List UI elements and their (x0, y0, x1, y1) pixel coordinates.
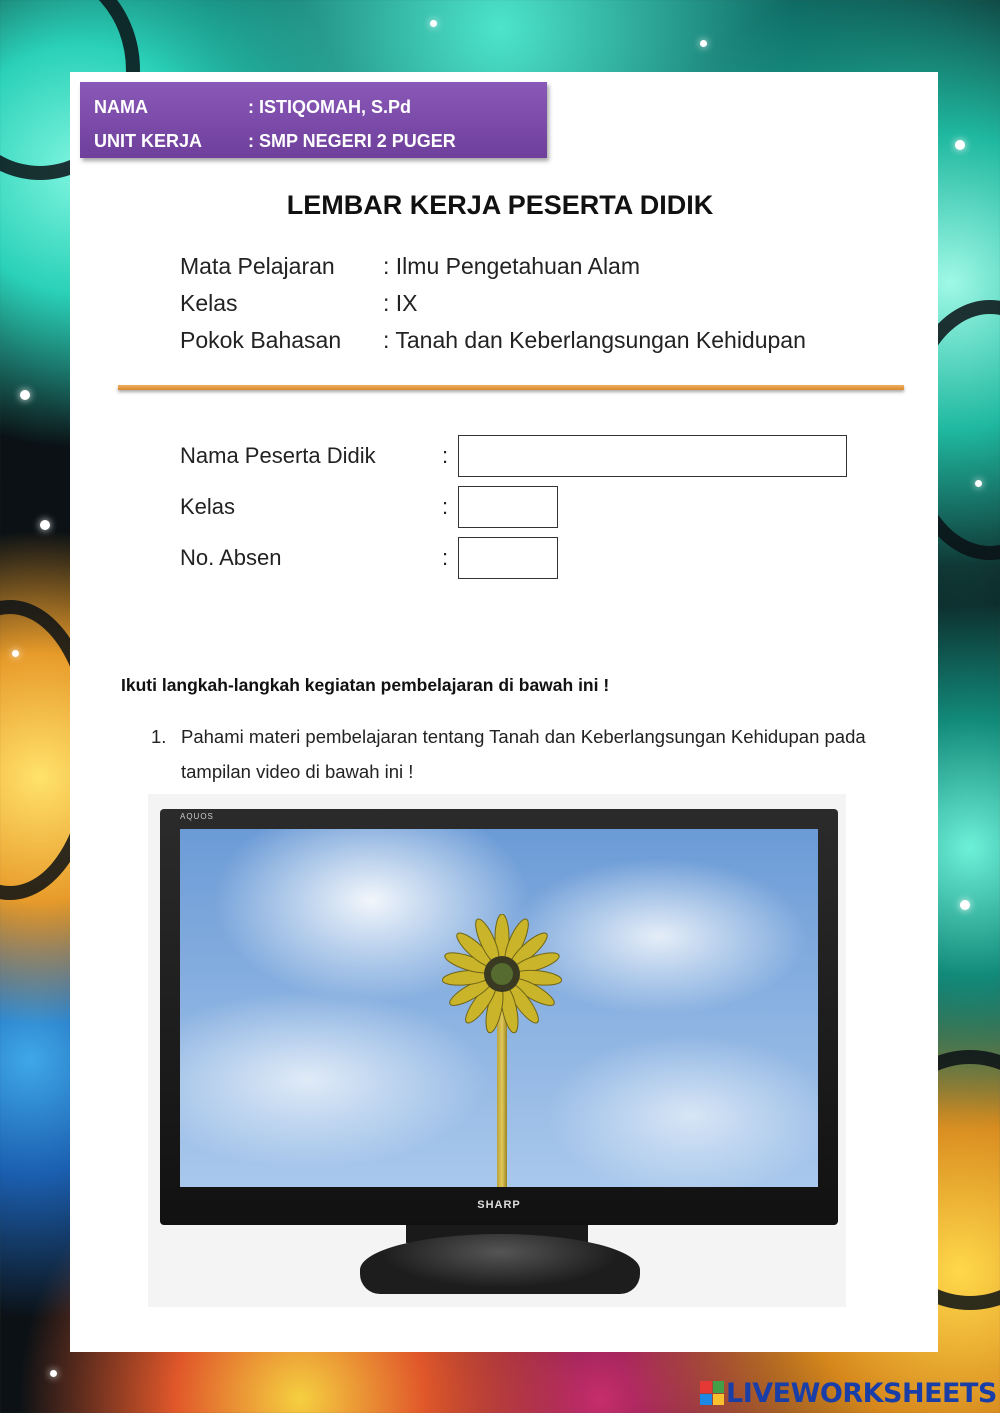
form-row-name (180, 430, 847, 481)
student-form (180, 430, 847, 583)
meta-class-key: Kelas (180, 290, 238, 316)
meta-row-class (180, 285, 806, 322)
student-class-input[interactable] (458, 486, 558, 528)
form-colon: : (442, 442, 449, 468)
liveworksheets-logo-icon (700, 1381, 724, 1405)
meta-class-value: : IX (383, 290, 418, 316)
page-title: LEMBAR KERJA PESERTA DIDIK (286, 190, 714, 220)
watermark-text: LIVEWORKSHEETS (726, 1377, 997, 1409)
tv-stand (360, 1234, 640, 1294)
step-text: Pahami materi pembelajaran tentang Tanah dan Keberlangsungan Kehidupan pada tampilan video di bawah ini ! (181, 726, 866, 782)
flower-image (442, 914, 562, 1034)
step-number: 1. (151, 726, 167, 747)
student-absen-label: No. Absen (180, 544, 282, 570)
step-item (151, 719, 891, 789)
meta-row-topic (180, 322, 806, 359)
meta-subject-value: : Ilmu Pengetahuan Alam (383, 253, 640, 279)
author-name-value: : ISTIQOMAH, S.Pd (248, 96, 412, 117)
meta-topic-key: Pokok Bahasan (180, 327, 342, 353)
tv-bezel (160, 809, 838, 1225)
student-absen-input[interactable] (458, 537, 558, 579)
meta-row-subject (180, 248, 806, 285)
author-unit-value: : SMP NEGERI 2 PUGER (248, 130, 456, 151)
divider-line (118, 385, 904, 390)
form-row-absen (180, 532, 847, 583)
form-row-class (180, 481, 847, 532)
form-colon: : (442, 544, 449, 570)
video-screen[interactable] (180, 829, 818, 1187)
video-player[interactable] (148, 794, 846, 1307)
instruction-heading: Ikuti langkah-langkah kegiatan pembelajaran di bawah ini ! (121, 675, 610, 695)
author-row-unit (94, 124, 533, 158)
author-banner (80, 82, 547, 158)
student-class-label: Kelas (180, 493, 236, 519)
author-row-name (94, 90, 533, 124)
student-name-label: Nama Peserta Didik (180, 442, 376, 468)
tv-brand-top: AQUOS (180, 812, 214, 821)
meta-topic-value: : Tanah dan Keberlangsungan Kehidupan (383, 327, 806, 353)
subject-info (180, 248, 806, 359)
form-colon: : (442, 493, 449, 519)
author-name-key: NAMA (94, 96, 148, 117)
liveworksheets-watermark[interactable] (700, 1378, 997, 1408)
meta-subject-key: Mata Pelajaran (180, 253, 335, 279)
student-name-input[interactable] (458, 435, 847, 477)
author-unit-key: UNIT KERJA (94, 130, 203, 151)
tv-brand: SHARP (477, 1199, 521, 1211)
